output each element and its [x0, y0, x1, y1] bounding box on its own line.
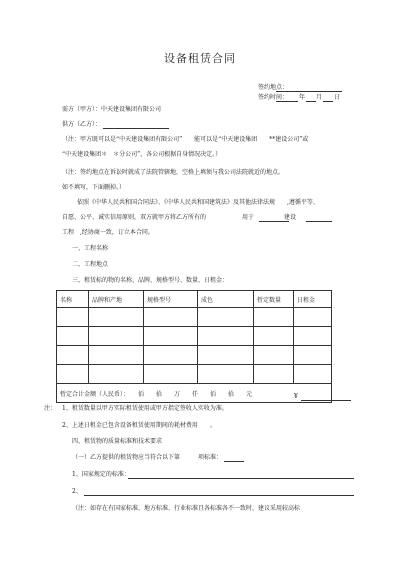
table-cell	[57, 327, 89, 346]
note2-line1: （注：签约地点在诉讼时就成了法院管辖地，空格上填须与我公司法院就近的地点。	[62, 169, 285, 176]
note-item-1: 1、租赁数量以甲方实际租赁使用或甲方指定签收人实收为准。	[62, 405, 228, 412]
table-header-cell: 品牌和产地	[89, 291, 144, 308]
table-cell	[89, 327, 144, 346]
table-cell	[144, 308, 198, 327]
note1-line1: （注：甲方既可以是“中天建设集团有限公司” 能可以是“中天建设集团 **建设公司”或	[62, 136, 309, 143]
item-quality-standards: 四、租赁物的质量标准和技术要求	[72, 438, 163, 445]
note-label: 注：	[44, 405, 57, 412]
table-cell	[198, 327, 254, 346]
item-quality-sub: （一）乙方提供的租赁物应当符合以下第 项标准：	[72, 454, 223, 461]
table-header-row	[57, 291, 332, 308]
table-cell	[89, 346, 144, 365]
party-b-line	[103, 128, 169, 129]
table-cell	[144, 365, 198, 384]
table-header-cell: 暂定数量	[254, 291, 294, 308]
sign-year-text: 年	[299, 94, 306, 101]
standard-2-line	[84, 495, 354, 496]
table-cell	[198, 308, 254, 327]
table-cell	[254, 346, 294, 365]
para-blank2	[306, 221, 332, 222]
rental-table	[56, 290, 332, 403]
table-cell	[254, 308, 294, 327]
document-title: 设备租赁合同	[164, 52, 236, 65]
sign-place-line	[276, 91, 342, 92]
sign-month-line	[306, 101, 316, 102]
table-cell	[57, 365, 89, 384]
para-line1: 依照《中华人民共和国合同法》、《中华人民共和国建筑法》及其他法律法规 ,遵循平等、	[77, 199, 319, 206]
note1-line2: “中天建设集团＊ ＊分公司”，各公司根据自身情况决定。）	[62, 151, 222, 158]
table-cell	[57, 346, 89, 365]
yen-symbol: ¥	[294, 393, 298, 400]
standard-number-line	[224, 461, 244, 462]
party-b-label: 供方（乙方）：	[62, 121, 102, 128]
total-cell	[57, 384, 332, 403]
table-total-row	[57, 384, 332, 403]
total-units: ： 佰 拾 万 仟 佰 拾 元	[123, 390, 253, 398]
table-cell	[144, 327, 198, 346]
item-rental-objects: 三、租赁标的物的名称、品牌、规格型号、数量、日租金：	[72, 277, 229, 284]
standard-1-line	[128, 478, 354, 479]
note2-line2: 如不填写，下面删掉。）	[62, 184, 126, 191]
table-cell	[294, 308, 332, 327]
total-label: 暂定合计金额（人民币）	[60, 390, 124, 398]
party-a: 需方（甲方）：中天建设集团有限公司	[62, 106, 162, 113]
sign-day-text: 日	[334, 94, 341, 101]
table-cell	[198, 365, 254, 384]
table-header-cell: 成色	[198, 291, 254, 308]
sign-month-text: 月	[316, 94, 323, 101]
para-blank1	[259, 221, 289, 222]
table-cell	[294, 327, 332, 346]
para-line3: 工程 ,经协商一致，订立本合同。	[62, 229, 154, 236]
table-header-cell: 名称	[57, 291, 89, 308]
note-item-2: 2、上述日租金已包含设备租赁使用期间的耗材费用 。	[62, 422, 216, 429]
sign-year-line	[276, 101, 298, 102]
table-cell	[144, 346, 198, 365]
table-cell	[57, 308, 89, 327]
final-note: （注：如存在有国家标准、地方标准、行业标准且各标准各不一致时，建议采用较高标	[72, 505, 301, 512]
table-header-cell: 日租金	[294, 291, 332, 308]
table-row	[57, 365, 332, 384]
table-cell	[254, 365, 294, 384]
table-cell	[89, 308, 144, 327]
table-row	[57, 308, 332, 327]
table-cell	[294, 365, 332, 384]
standard-1-label: 1、国家规定的标准：	[72, 471, 130, 478]
sign-day-line	[323, 101, 333, 102]
table-row	[57, 327, 332, 346]
table-cell	[89, 365, 144, 384]
table-cell	[198, 346, 254, 365]
table-header-cell: 规格型号	[144, 291, 198, 308]
sign-time-label: 签约时间：	[258, 94, 289, 101]
item-project-name: 一、工程名称	[72, 245, 109, 252]
standard-2-label: 2、	[72, 488, 82, 495]
para-line2: 自愿、公平、诚实信用原则，双方就甲方将乙方所有的 用于 建设	[62, 214, 297, 221]
table-cell	[294, 346, 332, 365]
table-cell	[254, 327, 294, 346]
table-row	[57, 346, 332, 365]
sign-place-label: 签约地点：	[258, 84, 289, 91]
yen-amount-line	[301, 400, 351, 401]
item-project-location: 二、工程地点	[72, 261, 109, 268]
